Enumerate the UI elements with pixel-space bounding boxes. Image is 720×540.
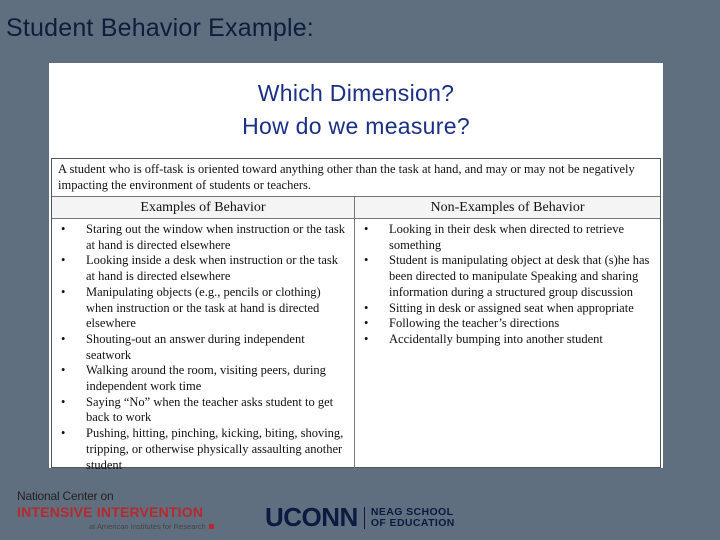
non-example-text: Looking in their desk when directed to retrieve something bbox=[389, 222, 624, 252]
list-item bbox=[355, 222, 660, 253]
heading-line-1: Which Dimension? bbox=[257, 80, 455, 106]
non-example-text: Sitting in desk or assigned seat when appropriate bbox=[389, 300, 634, 315]
ncii-line-1: National Center on bbox=[17, 489, 114, 503]
non-example-text: Student is manipulating object at desk that (s)he has been directed to manipulate Speaking and sharing information during a structured group discussion bbox=[389, 253, 650, 299]
heading-line-2: How do we measure? bbox=[242, 113, 470, 139]
example-text: Manipulating objects (e.g., pencils or clothing) when instruction or the task at hand is directed elsewhere bbox=[86, 284, 321, 331]
list-item bbox=[355, 301, 660, 317]
bullet: • bbox=[61, 363, 66, 378]
bullet: • bbox=[61, 394, 66, 409]
list-item bbox=[52, 222, 354, 253]
list-item bbox=[52, 285, 354, 332]
ncii-line-3 bbox=[17, 523, 214, 531]
list-item bbox=[355, 253, 660, 300]
bullet: • bbox=[61, 331, 66, 346]
example-text: Walking around the room, visiting peers, during independent work time bbox=[86, 363, 326, 394]
list-item bbox=[52, 426, 354, 473]
behavior-definition: A student who is off-task is oriented toward anything other than the task at hand, and may or may not be negatively impacting the environment of students or teachers. bbox=[52, 159, 660, 197]
example-text: Looking inside a desk when instruction or the task at hand is directed elsewhere bbox=[86, 253, 339, 284]
list-item bbox=[355, 316, 660, 332]
non-examples-column bbox=[355, 219, 660, 470]
example-text: Shouting-out an answer during independent seatwork bbox=[86, 331, 305, 362]
examples-list bbox=[52, 222, 354, 473]
behavior-document bbox=[51, 158, 661, 472]
neag-line-1: NEAG SCHOOL bbox=[370, 505, 454, 518]
list-item bbox=[52, 395, 354, 426]
non-example-text: Following the teacher’s directions bbox=[389, 316, 560, 331]
non-examples-list bbox=[355, 222, 660, 348]
non-example-text: Accidentally bumping into another student bbox=[389, 331, 603, 346]
example-text: Pushing, hitting, pinching, kicking, biting, shoving, tripping, or otherwise physically assaulting another student bbox=[86, 426, 344, 472]
bullet: • bbox=[364, 331, 369, 346]
ncii-line-2: INTENSIVE INTERVENTION bbox=[17, 504, 204, 520]
bullet: • bbox=[61, 253, 66, 268]
neag-school-text bbox=[371, 507, 455, 529]
panel-heading bbox=[49, 77, 663, 143]
examples-column bbox=[52, 219, 355, 470]
ncii-logo bbox=[17, 490, 214, 531]
content-panel bbox=[49, 63, 663, 472]
slide-title: Student Behavior Example: bbox=[6, 14, 314, 42]
list-item bbox=[355, 332, 660, 348]
list-item bbox=[52, 363, 354, 394]
bullet: • bbox=[364, 316, 369, 331]
examples-header: Examples of Behavior bbox=[52, 197, 355, 218]
bullet: • bbox=[61, 222, 66, 236]
example-text: Saying “No” when the teacher asks student to get back to work bbox=[86, 394, 334, 425]
ncii-air-text: at American Institutes for Research bbox=[89, 522, 206, 531]
bullet: • bbox=[364, 300, 369, 315]
list-item bbox=[52, 332, 354, 363]
lists-row bbox=[52, 219, 660, 470]
bullet: • bbox=[61, 284, 66, 299]
column-header-row bbox=[52, 197, 660, 219]
non-examples-header: Non-Examples of Behavior bbox=[355, 197, 660, 218]
neag-line-2: OF EDUCATION bbox=[370, 516, 455, 529]
bullet: • bbox=[364, 253, 369, 268]
uconn-wordmark: UCONN bbox=[265, 502, 358, 532]
bullet: • bbox=[61, 426, 66, 441]
logo-divider bbox=[364, 507, 365, 529]
example-text: Staring out the window when instruction or the task at hand is directed elsewhere bbox=[86, 222, 345, 252]
uconn-logo bbox=[265, 502, 455, 533]
red-square-icon bbox=[209, 524, 214, 529]
list-item bbox=[52, 253, 354, 284]
bullet: • bbox=[364, 222, 369, 236]
